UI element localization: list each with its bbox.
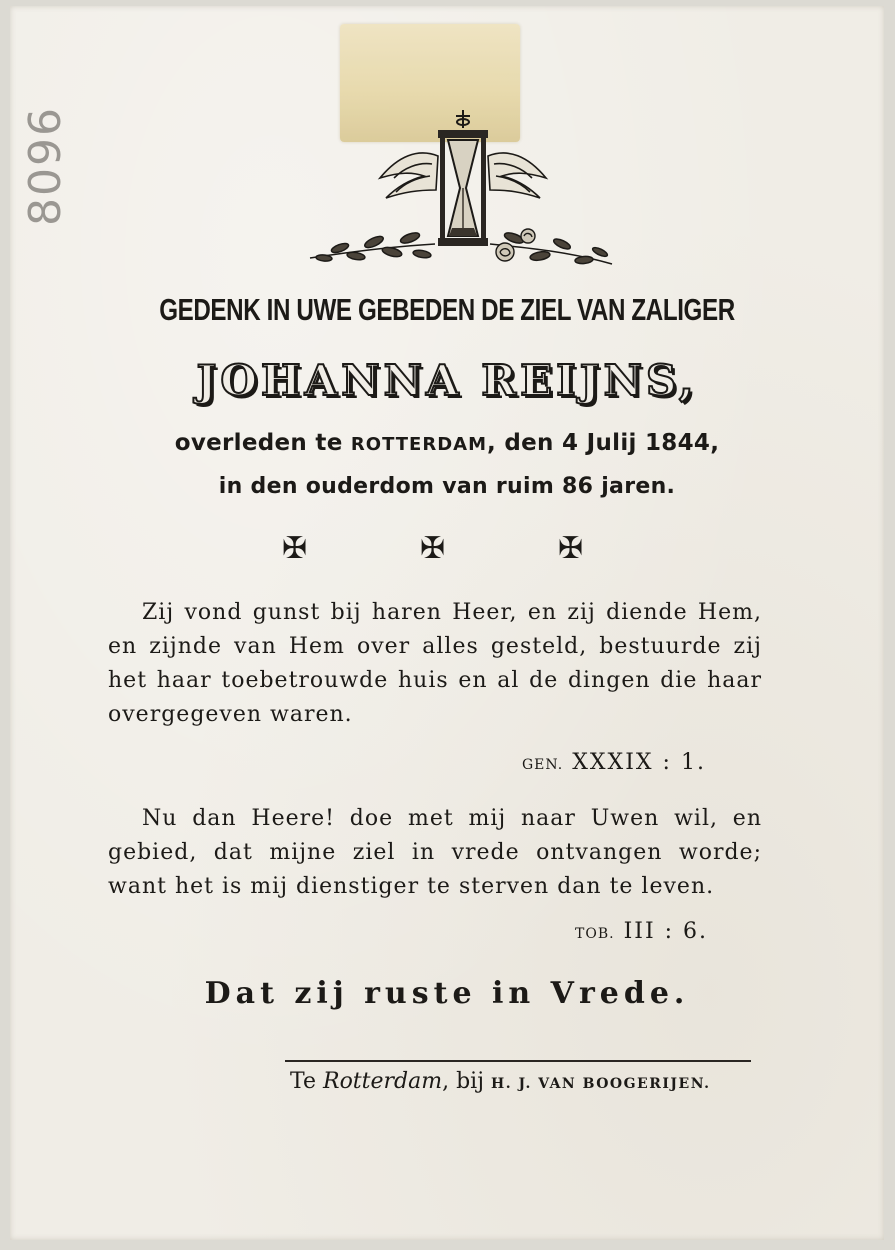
reference-chapter-verse: XXXIX : 1. (572, 750, 706, 775)
closing-blessing: Dat zij ruste in Vrede. (204, 976, 690, 1011)
death-line (10, 430, 884, 456)
reference-tobit (575, 919, 708, 944)
death-place: ROTTERDAM (350, 434, 487, 455)
printer-middle: , bij (442, 1069, 485, 1094)
cross-icon: ✠ (282, 531, 308, 566)
verse-genesis: Zij vond gunst bij haren Heer, en zij diende Hem, en zijnde van Hem over alles gesteld, bestuurde zij het haar toebetrouwde huis en al de dingen die haar overgegeven waren. (108, 600, 762, 727)
memorial-card (10, 6, 884, 1240)
inventory-number: 8096 (20, 106, 71, 226)
cross-ornaments (10, 531, 884, 574)
printer-city: Rotterdam (323, 1069, 443, 1094)
printer-name: H. J. VAN BOOGERIJEN. (491, 1076, 711, 1092)
reference-chapter-verse: III : 6. (623, 919, 709, 944)
death-prefix: overleden te (174, 430, 343, 456)
hourglass-wings-emblem (300, 106, 620, 271)
verse-tobit: Nu dan Heere! doe met mij naar Uwen wil, en gebied, dat mijne ziel in vrede ontvangen worde; want het is mij dienstiger te sterven dan te leven. (108, 806, 762, 899)
heading: GEDENK IN UWE GEBEDEN DE ZIEL VAN ZALIGER (159, 292, 735, 327)
divider-rule (285, 1060, 751, 1062)
death-date: , den 4 Julij 1844, (487, 430, 720, 456)
reference-book: TOB. (575, 926, 615, 942)
reference-genesis (522, 750, 706, 775)
deceased-name: JOHANNA REIJNS, (196, 356, 698, 405)
cross-icon: ✠ (420, 531, 446, 566)
printer-prefix: Te (290, 1069, 316, 1094)
cross-icon: ✠ (558, 531, 584, 566)
reference-book: GEN. (522, 757, 564, 773)
age-line: in den ouderdom van ruim 86 jaren. (218, 474, 676, 499)
printer-imprint (290, 1069, 710, 1094)
